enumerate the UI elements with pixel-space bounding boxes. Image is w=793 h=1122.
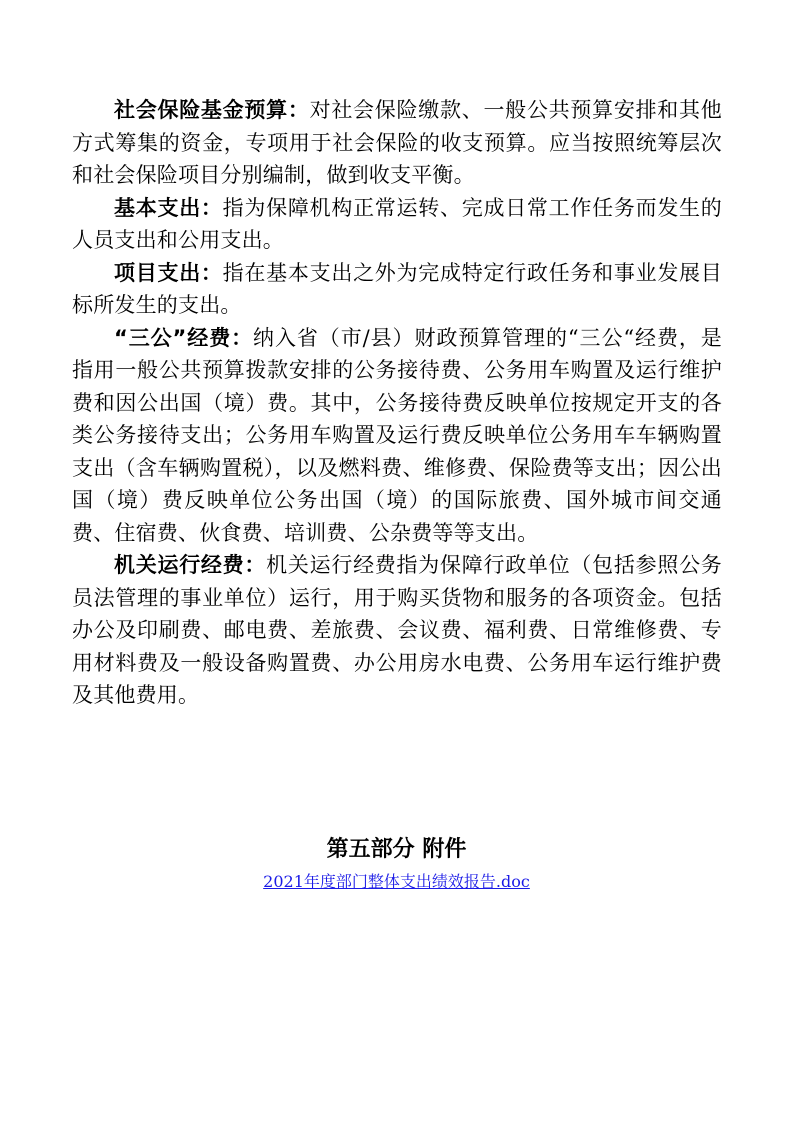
attachment-link[interactable]: 2021年度部门整体支出绩效报告.doc [263,872,530,891]
definition-project-expenditure: 指在基本支出之外为完成特定行政任务和事业发展目标所发生的支出。 [72,260,722,317]
paragraph-basic-expenditure [72,192,722,257]
definition-three-public-expenses: 纳入省（市/县）财政预算管理的“三公“经费，是指用一般公共预算拨款安排的公务接待费、公务用车购置及运行维护费和因公出国（境）费。其中，公务接待费反映单位按规定开支的各类公务接待支出；公务用车购置及运行费反映单位公务用车车辆购置支出（含车辆购置税），以及燃料费、维修费、保险费等支出；因公出国（境）费反映单位公务出国（境）的国际旅费、国外城市间交通费、住宿费、伙食费、培训费、公杂费等等支出。 [72,325,722,545]
definition-social-insurance-fund-budget: 对社会保险缴款、一般公共预算安排和其他方式筹集的资金，专项用于社会保险的收支预算。应当按照统筹层次和社会保险项目分别编制，做到收支平衡。 [72,98,722,187]
attachments-section [0,835,793,893]
term-basic-expenditure: 基本支出： [114,195,223,220]
definition-agency-operating-expenses: 机关运行经费指为保障行政单位（包括参照公务员法管理的事业单位）运行，用于购买货物和服务的各项资金。包括办公及印刷费、邮电费、差旅费、会议费、福利费、日常维修费、专用材料费及一般设备购置费、办公用房水电费、公务用车运行维护费及其他费用。 [72,553,722,707]
glossary-body [72,94,722,712]
paragraph-project-expenditure [72,257,722,322]
paragraph-agency-operating-expenses [72,549,722,712]
term-project-expenditure: 项目支出： [114,260,223,285]
term-agency-operating-expenses: 机关运行经费： [114,553,267,577]
term-three-public-expenses: “三公”经费： [114,325,254,350]
section-title: 第五部分 附件 [326,837,467,862]
term-social-insurance-fund-budget: 社会保险基金预算： [114,98,310,122]
paragraph-three-public-expenses [72,322,722,550]
paragraph-social-insurance-fund-budget [72,94,722,192]
definition-basic-expenditure: 指为保障机构正常运转、完成日常工作任务而发生的人员支出和公用支出。 [72,195,722,252]
